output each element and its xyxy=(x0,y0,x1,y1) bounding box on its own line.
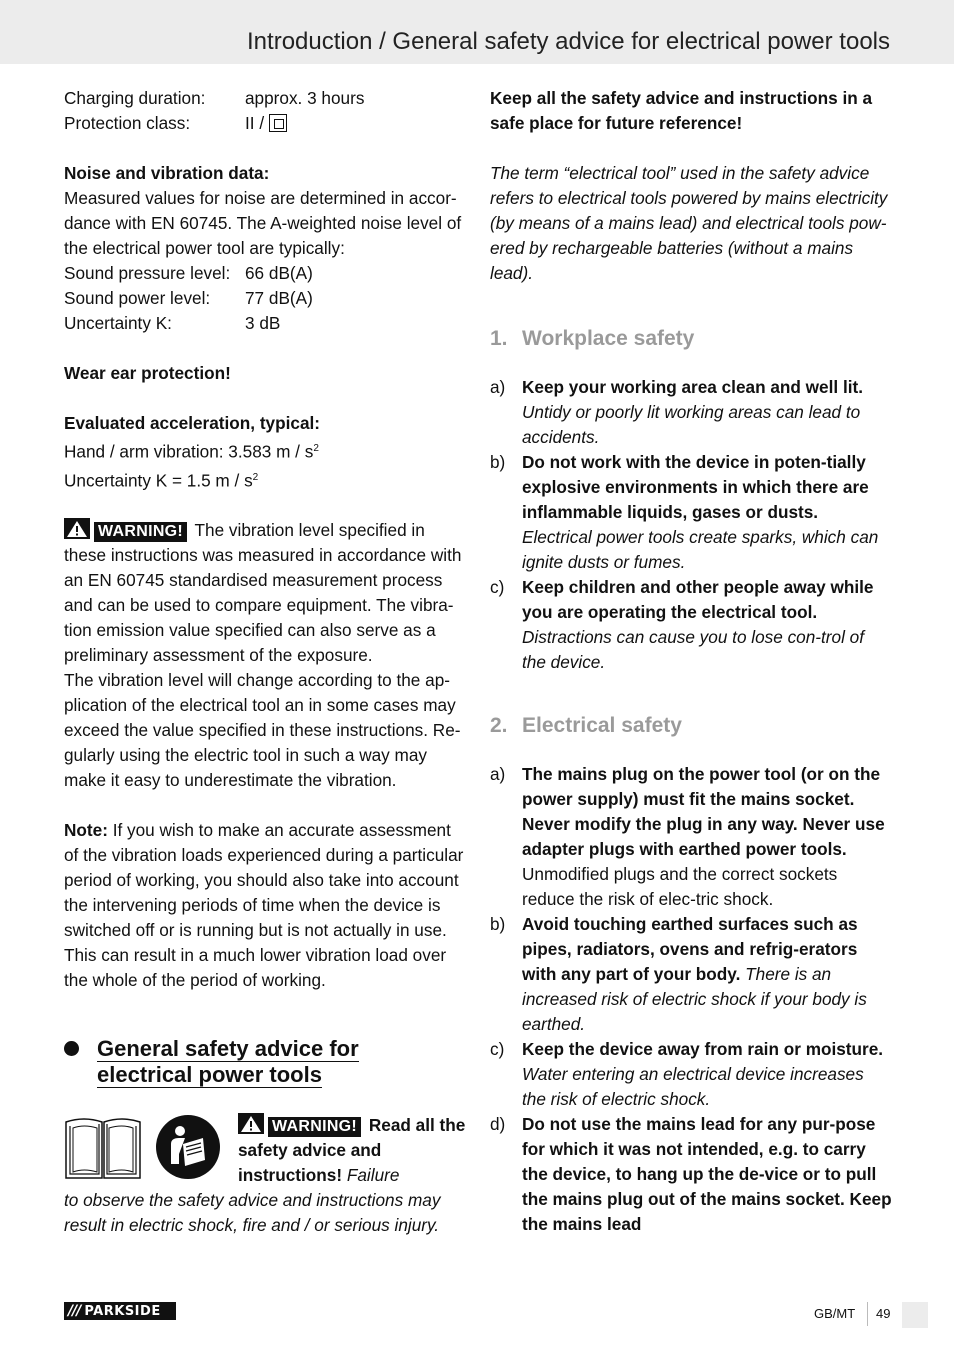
item-plain: Unmodified plugs and the correct sockets reduce the risk of elec-tric shock. xyxy=(522,864,838,909)
item-italic: There is an increased risk of electric shock if your body is earthed. xyxy=(522,964,867,1034)
footer-divider xyxy=(867,1302,868,1326)
noise-intro: Measured values for noise are determined in accor-dance with EN 60745. The A-weighted noise level of the electrical power tool are typically: xyxy=(64,188,462,258)
section-heading-electrical xyxy=(490,712,892,740)
item-italic: Water entering an electrical device increases the risk of electric shock. xyxy=(522,1064,864,1109)
acceleration-value: Hand / arm vibration: 3.583 m / s xyxy=(64,441,314,462)
noise-key: Uncertainty K: xyxy=(64,313,172,333)
read-all-italic-start: Failure xyxy=(346,1165,400,1185)
section-heading-workplace xyxy=(490,325,892,353)
parkside-logo xyxy=(64,1302,176,1320)
term-definition: The term “electrical tool” used in the safety advice refers to electrical tools powered by mains electricity (by means of a mains lead) and electrical tools pow-ered by rechargeable batteries (without a mains lead). xyxy=(490,163,888,283)
item-italic: Distractions can cause you to lose con-trol of the device. xyxy=(522,627,865,672)
read-all-warning xyxy=(238,1113,466,1188)
item-bold: Keep your working area clean and well lit. xyxy=(522,377,863,397)
item-bold: The mains plug on the power tool (or on the power supply) must fit the mains socket. Never modify the plug in any way. Never use adapter plugs with earthed power tools. xyxy=(522,764,885,859)
footer-tab xyxy=(902,1302,928,1328)
note-text: If you wish to make an accurate assessment of the vibration loads experienced during a particular period of working, you should also take into account the intervening periods of time when the device is switched off or is running but is not actually in use. This can result in a much lower vibration load over the whole of the period of working. xyxy=(64,820,464,991)
item-label: d) xyxy=(490,1114,506,1134)
item-body xyxy=(522,1037,892,1112)
title-line-2: electrical power tools xyxy=(97,1062,322,1087)
spec-row xyxy=(64,86,466,111)
item-body xyxy=(522,375,892,450)
noise-row xyxy=(64,311,466,336)
read-all-italic-rest: to observe the safety advice and instructions may result in electric shock, fire and / or serious injury. xyxy=(64,1190,441,1235)
spec-value-wrap xyxy=(245,111,466,136)
noise-heading: Noise and vibration data: xyxy=(64,163,270,183)
item-italic: Electrical power tools create sparks, which can ignite dusts or fumes. xyxy=(522,527,879,572)
page-title: Introduction / General safety advice for electrical power tools xyxy=(247,28,890,55)
spec-value: approx. 3 hours xyxy=(245,88,365,108)
item-body xyxy=(522,575,892,675)
read-all-bold: Read all the safety advice and instructions! xyxy=(238,1115,466,1185)
section-title: Electrical safety xyxy=(522,714,682,737)
list-item xyxy=(490,1037,892,1112)
spec-key: Protection class: xyxy=(64,113,191,133)
logo-text: PARKSIDE xyxy=(84,1303,161,1319)
item-body xyxy=(522,912,892,1037)
item-bold: Keep the device away from rain or moisture. xyxy=(522,1039,884,1059)
section-number: 2. xyxy=(490,714,508,737)
list-item xyxy=(490,450,892,575)
item-body xyxy=(522,1112,892,1237)
warning-label: WARNING! xyxy=(94,522,187,542)
vibration-warning xyxy=(64,518,466,668)
item-label: a) xyxy=(490,764,506,784)
item-body xyxy=(522,450,892,575)
general-safety-heading xyxy=(64,1036,464,1088)
item-bold: Do not work with the device in poten-tially explosive environments in which there are inflammable liquids, gases or dusts. xyxy=(522,452,869,522)
item-bold: Avoid touching earthed surfaces such as pipes, radiators, ovens and refrig-erators with any part of your body. xyxy=(522,914,858,984)
language-code: GB/MT xyxy=(814,1306,856,1321)
item-label: b) xyxy=(490,914,506,934)
section-number: 1. xyxy=(490,327,508,350)
acceleration-uncertainty: Uncertainty K = 1.5 m / s xyxy=(64,470,253,491)
noise-row xyxy=(64,286,466,311)
acceleration-heading: Evaluated acceleration, typical: xyxy=(64,413,321,433)
vibration-warning-text: The vibration level specified in these instructions was measured in accordance with an EN 60745 standardised measurement process and can be used to compare equipment. The vibra-tion emission value specified can also serve as a preliminary assessment of the exposure. xyxy=(64,520,462,666)
item-bold: Do not use the mains lead for any pur-pose for which it was not intended, e.g. to carry the device, to hang up the de-vice or to pull the mains plug out of the mains socket. Keep the mains lead xyxy=(522,1114,892,1234)
noise-value: 77 dB(A) xyxy=(245,288,313,308)
right-column xyxy=(490,86,892,1237)
warning-triangle-icon xyxy=(238,1113,264,1134)
general-safety-title xyxy=(97,1036,464,1088)
list-item xyxy=(490,1112,892,1237)
left-column xyxy=(64,86,466,993)
page-number: 49 xyxy=(876,1306,891,1321)
list-item xyxy=(490,912,892,1037)
warning-label: WARNING! xyxy=(268,1117,361,1137)
title-line-1: General safety advice for xyxy=(97,1036,359,1061)
bullet-icon xyxy=(64,1041,79,1056)
noise-key: Sound power level: xyxy=(64,288,211,308)
item-label: c) xyxy=(490,577,505,597)
item-italic: Untidy or poorly lit working areas can lead to accidents. xyxy=(522,402,861,447)
spec-row xyxy=(64,111,466,136)
logo-slashes: /// xyxy=(68,1303,81,1319)
ear-protection-note: Wear ear protection! xyxy=(64,363,231,383)
item-body xyxy=(522,762,892,912)
vibration-warning-text-2: The vibration level will change according to the ap-plication of the electrical tool an in some cases may exceed the value specified in these instructions. Re-gularly using the electric tool in such a way may make it easy to underestimate the vibration. xyxy=(64,670,461,791)
noise-key: Sound pressure level: xyxy=(64,263,231,283)
item-label: a) xyxy=(490,377,506,397)
note-paragraph xyxy=(64,818,466,993)
acceleration-line xyxy=(64,465,466,494)
spec-key: Charging duration: xyxy=(64,88,206,108)
protection-class-icon xyxy=(269,114,287,132)
warning-triangle-icon xyxy=(64,518,90,539)
manual-book-icon xyxy=(64,1114,142,1180)
noise-value: 3 dB xyxy=(245,313,281,333)
superscript: 2 xyxy=(313,443,319,454)
item-label: b) xyxy=(490,452,506,472)
list-item xyxy=(490,375,892,450)
item-bold: Keep children and other people away while you are operating the electrical tool. xyxy=(522,577,874,622)
spec-value: II / xyxy=(245,113,269,133)
read-instructions-icon xyxy=(155,1114,221,1180)
page-header xyxy=(0,0,954,64)
item-label: c) xyxy=(490,1039,505,1059)
noise-value: 66 dB(A) xyxy=(245,263,313,283)
list-item xyxy=(490,762,892,912)
section-title: Workplace safety xyxy=(522,327,695,350)
note-label: Note: xyxy=(64,820,108,841)
keep-advice: Keep all the safety advice and instructions in a safe place for future reference! xyxy=(490,88,873,133)
superscript: 2 xyxy=(252,471,259,483)
noise-row xyxy=(64,261,466,286)
acceleration-line xyxy=(64,436,466,465)
list-item xyxy=(490,575,892,675)
